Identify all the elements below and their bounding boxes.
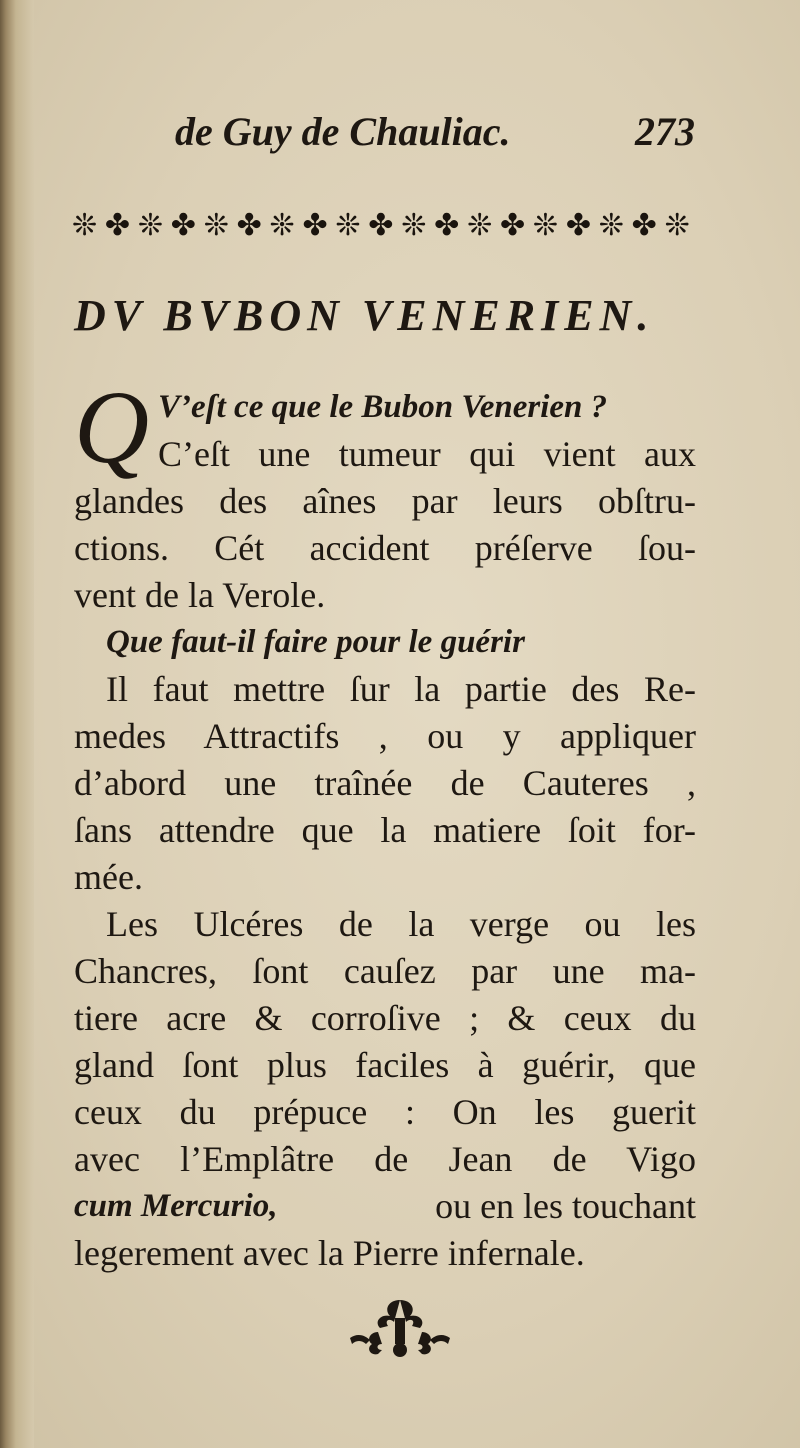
tailpiece-ornament-icon — [340, 1292, 460, 1362]
ornament-glyph: ✤ — [631, 208, 657, 242]
ornament-glyph: ❊ — [532, 208, 559, 242]
ornament-glyph: ❊ — [467, 208, 493, 242]
text-line: vent de la Verole. — [74, 575, 326, 615]
binding-gutter — [0, 0, 34, 1448]
ornament-glyph: ✤ — [170, 208, 196, 242]
drop-cap: Q — [74, 370, 150, 485]
ornament-glyph: ✤ — [104, 208, 131, 242]
text-line: glandes des aînes par leurs obſtru- — [74, 481, 696, 521]
ornament-glyph: ✤ — [236, 208, 262, 242]
page-number: 273 — [635, 109, 695, 154]
text-line: C’eſt une tumeur qui vient aux — [158, 434, 696, 474]
question-line: Que faut-il faire pour le guérir — [106, 624, 525, 660]
ornament-glyph: ✤ — [499, 208, 526, 242]
text-line: mée. — [74, 857, 143, 897]
ornament-glyph: ❊ — [203, 208, 229, 242]
ornament-glyph: ❊ — [137, 208, 163, 242]
text-line — [74, 1183, 696, 1230]
text-line: Il faut mettre ſur la partie des Re- — [106, 669, 696, 709]
text-line: tiere acre & corroſive ; & ceux du — [74, 998, 696, 1038]
ornament-glyph: ✤ — [368, 208, 394, 242]
text-fragment: ou en les touchant — [435, 1186, 696, 1226]
text-line: Chancres, ſont cauſez par une ma- — [74, 951, 696, 991]
latin-phrase: cum Mercurio, — [74, 1188, 278, 1224]
ornament-glyph: ✤ — [434, 208, 460, 242]
ornament-glyph: ✤ — [565, 208, 591, 242]
text-line: ceux du prépuce : On les guerit — [74, 1092, 696, 1132]
text-line: ſans attendre que la matiere ſoit for- — [74, 810, 696, 850]
body-text — [74, 384, 696, 1277]
text-line: ctions. Cét accident préſerve ſou- — [74, 528, 696, 568]
running-head — [175, 108, 695, 164]
running-head-title: de Guy de Chauliac. — [175, 109, 511, 154]
ornament-glyph: ❊ — [335, 208, 361, 242]
text-line: gland ſont plus faciles à guérir, que — [74, 1045, 696, 1085]
text-line: Les Ulcéres de la verge ou les — [106, 904, 696, 944]
ornament-glyph: ❊ — [598, 208, 624, 242]
text-line: d’abord une traînée de Cauteres , — [74, 763, 696, 803]
ornament-glyph: ❊ — [72, 208, 98, 242]
ornament-glyph: ❊ — [664, 208, 690, 242]
text-line: medes Attractifs , ou y appliquer — [74, 716, 696, 756]
chapter-title: DV BVBON VENERIEN. — [74, 291, 655, 340]
ornament-glyph: ✤ — [302, 208, 328, 242]
ornament-band — [72, 200, 690, 250]
question-line: V’eſt ce que le Bubon Venerien ? — [158, 389, 608, 425]
ornament-glyph: ❊ — [401, 208, 427, 242]
ornament-glyph: ❊ — [269, 208, 295, 242]
text-line: legerement avec la Pierre infernale. — [74, 1233, 585, 1273]
text-line: avec l’Emplâtre de Jean de Vigo — [74, 1139, 696, 1179]
